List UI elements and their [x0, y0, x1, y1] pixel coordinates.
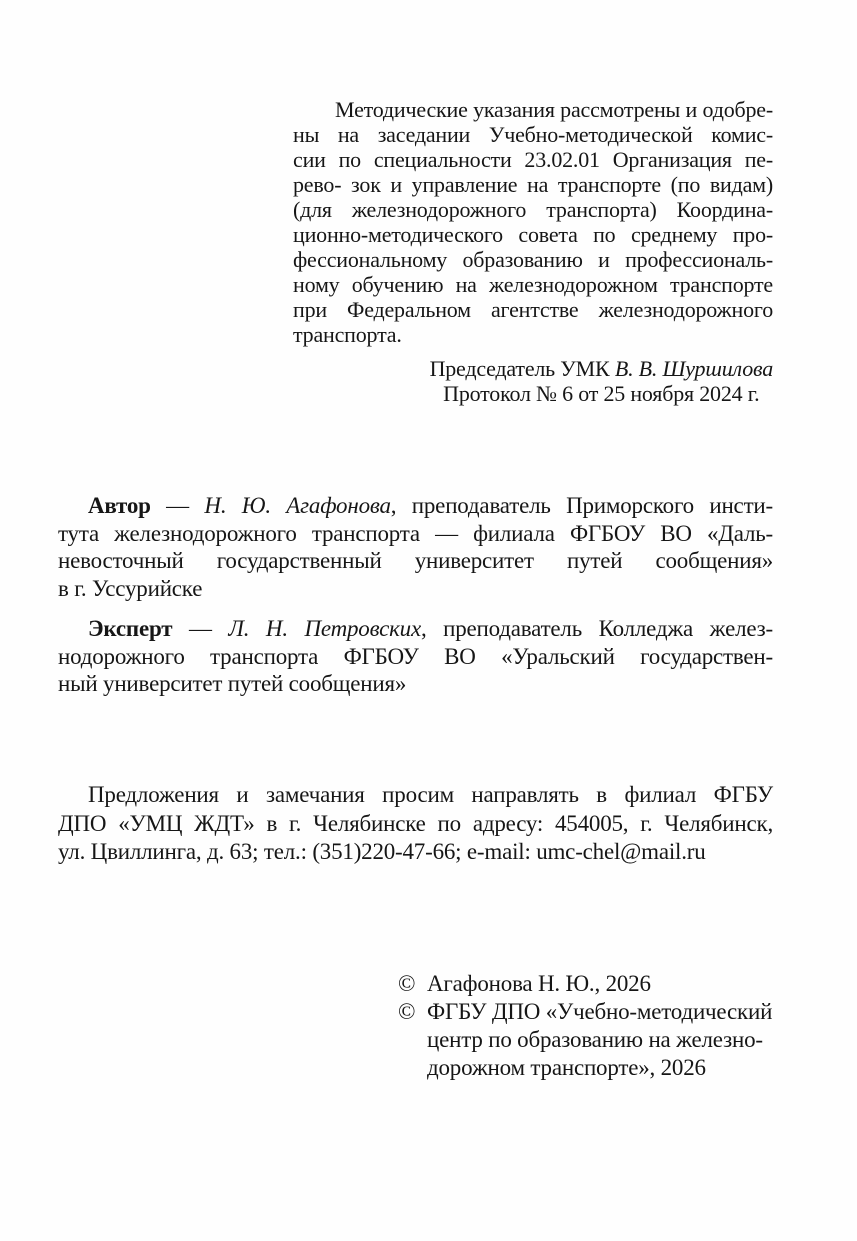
copyright-entry: [398, 970, 772, 998]
approval-line: при Федеральном агентстве железнодорожного: [293, 297, 773, 322]
copyright-line: дорожном транспорте», 2026: [427, 1055, 706, 1080]
author-label: Автор: [88, 493, 151, 518]
expert-line-rest: , преподаватель Колледжа желез-: [420, 616, 773, 641]
expert-line: [58, 615, 773, 643]
contact-line: ДПО «УМЦ ЖДТ» в г. Челябинске по адресу: 454005, г. Челябинск,: [58, 810, 773, 836]
author-paragraph: [58, 492, 773, 602]
approval-line: сии по специальности 23.02.01 Организация пе-: [293, 147, 773, 172]
author-line: невосточный государственный университет путей сообщения»: [58, 548, 773, 573]
expert-separator: —: [172, 616, 229, 641]
approval-paragraph: [293, 97, 773, 347]
chairman-line: [430, 356, 773, 381]
copyright-line: ФГБУ ДПО «Учебно-методический: [427, 999, 773, 1024]
author-separator: —: [150, 493, 205, 518]
signature-block: [430, 356, 773, 406]
copyright-entry: [398, 998, 772, 1082]
copyright-sign: ©: [398, 999, 416, 1024]
author-line-rest: , преподаватель Приморского инсти-: [390, 493, 773, 518]
author-line: тута железнодорожного транспорта — филиала ФГБОУ ВО «Даль-: [58, 520, 773, 546]
author-line: в г. Уссурийске: [58, 575, 203, 601]
expert-label: Эксперт: [88, 616, 173, 641]
expert-name: Л. Н. Петровских: [228, 616, 421, 641]
copyright-sign: ©: [398, 971, 416, 996]
chairman-title: Председатель УМК: [429, 356, 615, 381]
expert-line: нодорожного транспорта ФГБОУ ВО «Уральский государствен-: [58, 643, 773, 669]
approval-line: ны на заседании Учебно-методической комис-: [293, 122, 773, 147]
approval-line: ному обучению на железнодорожном транспорте: [293, 272, 773, 297]
approval-line: Методические указания рассмотрены и одобре-: [335, 97, 773, 122]
contact-paragraph: [58, 781, 773, 867]
copyright-block: [398, 970, 772, 1082]
copyright-line: центр по образованию на железно-: [427, 1027, 763, 1052]
copyright-line: Агафонова Н. Ю., 2026: [427, 971, 651, 996]
contact-line: ул. Цвиллинга, д. 63; тел.: (351)220-47-66; e-mail: umc-chel@mail.ru: [58, 839, 706, 864]
contact-line: Предложения и замечания просим направлять в филиал ФГБУ: [88, 782, 773, 807]
expert-line: ный университет путей сообщения»: [58, 671, 407, 696]
approval-line: транспорта.: [293, 322, 402, 347]
author-line: [58, 492, 773, 520]
chairman-name: В. В. Шуршилова: [614, 356, 773, 381]
copyright-text: [427, 970, 772, 998]
approval-line: ционно-методического совета по среднему про-: [293, 222, 773, 247]
expert-paragraph: [58, 615, 773, 698]
approval-line: фессиональному образованию и профессиональ-: [293, 247, 773, 272]
protocol-line: Протокол № 6 от 25 ноября 2024 г.: [443, 381, 760, 406]
copyright-text: [427, 998, 772, 1082]
approval-line: рево- зок и управление на транспорте (по видам): [293, 172, 773, 197]
approval-line: (для железнодорожного транспорта) Координа-: [293, 197, 773, 222]
author-name: Н. Ю. Агафонова: [204, 493, 391, 518]
